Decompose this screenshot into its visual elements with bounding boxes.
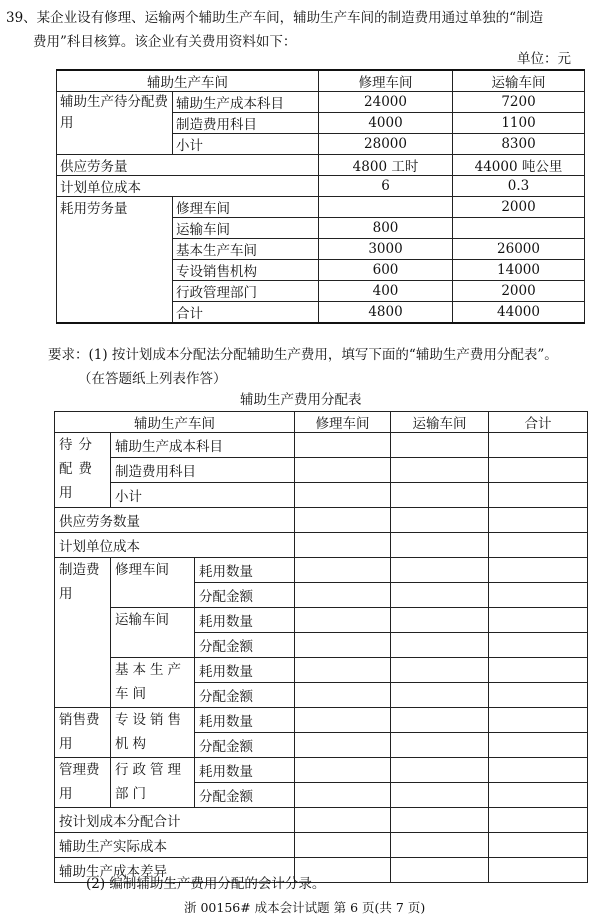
- t1-cell-transport: 1100: [453, 113, 585, 134]
- t2-empty-cell[interactable]: [295, 783, 391, 808]
- t2-amt-label: 分配金额: [195, 583, 295, 608]
- t2-empty-cell[interactable]: [489, 833, 588, 858]
- t2-empty-cell[interactable]: [489, 433, 588, 458]
- t2-header-transport: 运输车间: [391, 412, 489, 433]
- t2-empty-cell[interactable]: [489, 633, 588, 658]
- t2-empty-cell[interactable]: [391, 708, 489, 733]
- t1-cell-transport: 2000: [453, 281, 585, 302]
- t2-header-workshop: 辅助生产车间: [55, 412, 295, 433]
- unit-label: 单位：元: [517, 51, 571, 67]
- t2-empty-cell[interactable]: [391, 633, 489, 658]
- t1-cell-transport: [453, 218, 585, 239]
- t1-cell-repair: 4000: [319, 113, 453, 134]
- t1-cell-repair: 3000: [319, 239, 453, 260]
- t1-cell-repair: 600: [319, 260, 453, 281]
- t1-service-repair: 4800 工时: [319, 155, 453, 176]
- t2-total-plan-label: 按计划成本分配合计: [55, 808, 295, 833]
- t1-row-label: 修理车间: [173, 197, 319, 218]
- t2-empty-cell[interactable]: [295, 708, 391, 733]
- requirement-2: (2) 编制辅助生产费用分配的会计分录。: [86, 876, 326, 892]
- t2-empty-cell[interactable]: [489, 733, 588, 758]
- t1-cell-repair: 800: [319, 218, 453, 239]
- question-line-1: 39、某企业设有修理、运输两个辅助生产车间，辅助生产车间的制造费用通过单独的“制造: [6, 10, 544, 26]
- t2-empty-cell[interactable]: [295, 458, 391, 483]
- t1-row-label: 基本生产车间: [173, 239, 319, 260]
- t2-amt-label: 分配金额: [195, 683, 295, 708]
- t2-empty-cell[interactable]: [295, 483, 391, 508]
- t2-pending-label: 待分配费用: [55, 433, 111, 508]
- t2-row-label: 辅助生产成本科目: [111, 433, 295, 458]
- t1-header-transport: 运输车间: [453, 70, 585, 92]
- t2-empty-cell[interactable]: [489, 708, 588, 733]
- t2-empty-cell[interactable]: [391, 858, 489, 883]
- t2-qty-label: 耗用数量: [195, 708, 295, 733]
- t2-empty-cell[interactable]: [295, 733, 391, 758]
- requirement-1: 要求：(1) 按计划成本分配法分配辅助生产费用，填写下面的“辅助生产费用分配表”。: [48, 347, 558, 363]
- t2-empty-cell[interactable]: [489, 558, 588, 583]
- t2-amt-label: 分配金额: [195, 633, 295, 658]
- t1-cell-transport: 14000: [453, 260, 585, 281]
- t2-row-label: 制造费用科目: [111, 458, 295, 483]
- t2-service-label: 供应劳务数量: [55, 508, 295, 533]
- t2-variance-label: 辅助生产成本差异: [55, 858, 295, 883]
- t2-empty-cell[interactable]: [295, 508, 391, 533]
- t1-row-label: 运输车间: [173, 218, 319, 239]
- t2-empty-cell[interactable]: [489, 608, 588, 633]
- t2-sales-label: 销售费用: [55, 708, 111, 758]
- t2-empty-cell[interactable]: [391, 433, 489, 458]
- t2-amt-label: 分配金额: [195, 733, 295, 758]
- t2-empty-cell[interactable]: [489, 783, 588, 808]
- t2-empty-cell[interactable]: [295, 608, 391, 633]
- t2-empty-cell[interactable]: [295, 658, 391, 683]
- t2-empty-cell[interactable]: [489, 808, 588, 833]
- question-line-2: 费用”科目核算。该企业有关费用资料如下：: [33, 34, 297, 50]
- t2-empty-cell[interactable]: [489, 758, 588, 783]
- t1-cell-transport: 8300: [453, 134, 585, 155]
- t2-admin-sub: 行政管理部门: [111, 758, 195, 808]
- t1-cell-repair: 400: [319, 281, 453, 302]
- t2-empty-cell[interactable]: [391, 483, 489, 508]
- t1-plan-repair: 6: [319, 176, 453, 197]
- t2-empty-cell[interactable]: [391, 833, 489, 858]
- requirement-1-note: （在答题纸上列表作答）: [78, 371, 227, 387]
- t2-empty-cell[interactable]: [489, 583, 588, 608]
- allocation-table: [54, 411, 588, 883]
- t1-cell-repair: 28000: [319, 134, 453, 155]
- t2-empty-cell[interactable]: [295, 533, 391, 558]
- t2-empty-cell[interactable]: [391, 783, 489, 808]
- t2-mfg-transport: 运输车间: [111, 608, 195, 658]
- t2-empty-cell[interactable]: [391, 458, 489, 483]
- t2-row-label: 小计: [111, 483, 295, 508]
- t1-row-label: 辅助生产成本科目: [173, 92, 319, 113]
- t1-cell-repair: [319, 197, 453, 218]
- t1-pending-cost-label: 辅助生产待分配费用: [57, 92, 173, 155]
- t2-empty-cell[interactable]: [489, 858, 588, 883]
- t1-cell-transport: 7200: [453, 92, 585, 113]
- t2-plan-label: 计划单位成本: [55, 533, 295, 558]
- t1-cell-transport: 2000: [453, 197, 585, 218]
- t2-empty-cell[interactable]: [391, 608, 489, 633]
- t2-empty-cell[interactable]: [489, 533, 588, 558]
- t2-empty-cell[interactable]: [295, 583, 391, 608]
- cost-data-table: [56, 69, 585, 324]
- t1-header-workshop: 辅助生产车间: [57, 70, 319, 92]
- t2-empty-cell[interactable]: [391, 533, 489, 558]
- t2-empty-cell[interactable]: [391, 658, 489, 683]
- t1-service-transport: 44000 吨公里: [453, 155, 585, 176]
- t2-empty-cell[interactable]: [391, 558, 489, 583]
- t2-empty-cell[interactable]: [295, 558, 391, 583]
- t1-service-label: 供应劳务量: [57, 155, 319, 176]
- t2-empty-cell[interactable]: [391, 508, 489, 533]
- t1-header-repair: 修理车间: [319, 70, 453, 92]
- t1-cell-repair: 24000: [319, 92, 453, 113]
- t2-empty-cell[interactable]: [489, 458, 588, 483]
- t2-actual-label: 辅助生产实际成本: [55, 833, 295, 858]
- t1-row-label: 小计: [173, 134, 319, 155]
- t1-row-label: 行政管理部门: [173, 281, 319, 302]
- t2-empty-cell[interactable]: [489, 508, 588, 533]
- t2-qty-label: 耗用数量: [195, 658, 295, 683]
- t1-cell-repair: 4800: [319, 302, 453, 324]
- t2-empty-cell[interactable]: [295, 433, 391, 458]
- t2-empty-cell[interactable]: [489, 658, 588, 683]
- t2-sales-sub: 专设销售机构: [111, 708, 195, 758]
- t1-cell-transport: 26000: [453, 239, 585, 260]
- t2-empty-cell[interactable]: [295, 633, 391, 658]
- t2-empty-cell[interactable]: [295, 808, 391, 833]
- t2-empty-cell[interactable]: [489, 483, 588, 508]
- t1-row-label: 合计: [173, 302, 319, 324]
- t1-plan-label: 计划单位成本: [57, 176, 319, 197]
- t1-plan-transport: 0.3: [453, 176, 585, 197]
- t2-header-total: 合计: [489, 412, 588, 433]
- t2-mfg-basic: 基本生产车间: [111, 658, 195, 708]
- t2-empty-cell[interactable]: [391, 583, 489, 608]
- t1-row-label: 制造费用科目: [173, 113, 319, 134]
- t1-row-label: 专设销售机构: [173, 260, 319, 281]
- t2-admin-label: 管理费用: [55, 758, 111, 808]
- t2-empty-cell[interactable]: [295, 833, 391, 858]
- t2-qty-label: 耗用数量: [195, 758, 295, 783]
- page-footer: 浙 00156# 成本会计试题 第 6 页(共 7 页): [184, 900, 426, 915]
- t2-empty-cell[interactable]: [295, 683, 391, 708]
- t2-empty-cell[interactable]: [391, 758, 489, 783]
- t1-cell-transport: 44000: [453, 302, 585, 324]
- allocation-table-title: 辅助生产费用分配表: [240, 392, 362, 408]
- t1-consume-label: 耗用劳务量: [57, 197, 173, 324]
- t2-qty-label: 耗用数量: [195, 608, 295, 633]
- t2-empty-cell[interactable]: [391, 683, 489, 708]
- t2-qty-label: 耗用数量: [195, 558, 295, 583]
- t2-empty-cell[interactable]: [295, 758, 391, 783]
- t2-mfg-label: 制造费用: [55, 558, 111, 708]
- t2-empty-cell[interactable]: [489, 683, 588, 708]
- t2-header-repair: 修理车间: [295, 412, 391, 433]
- t2-empty-cell[interactable]: [391, 808, 489, 833]
- t2-mfg-repair: 修理车间: [111, 558, 195, 608]
- t2-empty-cell[interactable]: [391, 733, 489, 758]
- t2-amt-label: 分配金额: [195, 783, 295, 808]
